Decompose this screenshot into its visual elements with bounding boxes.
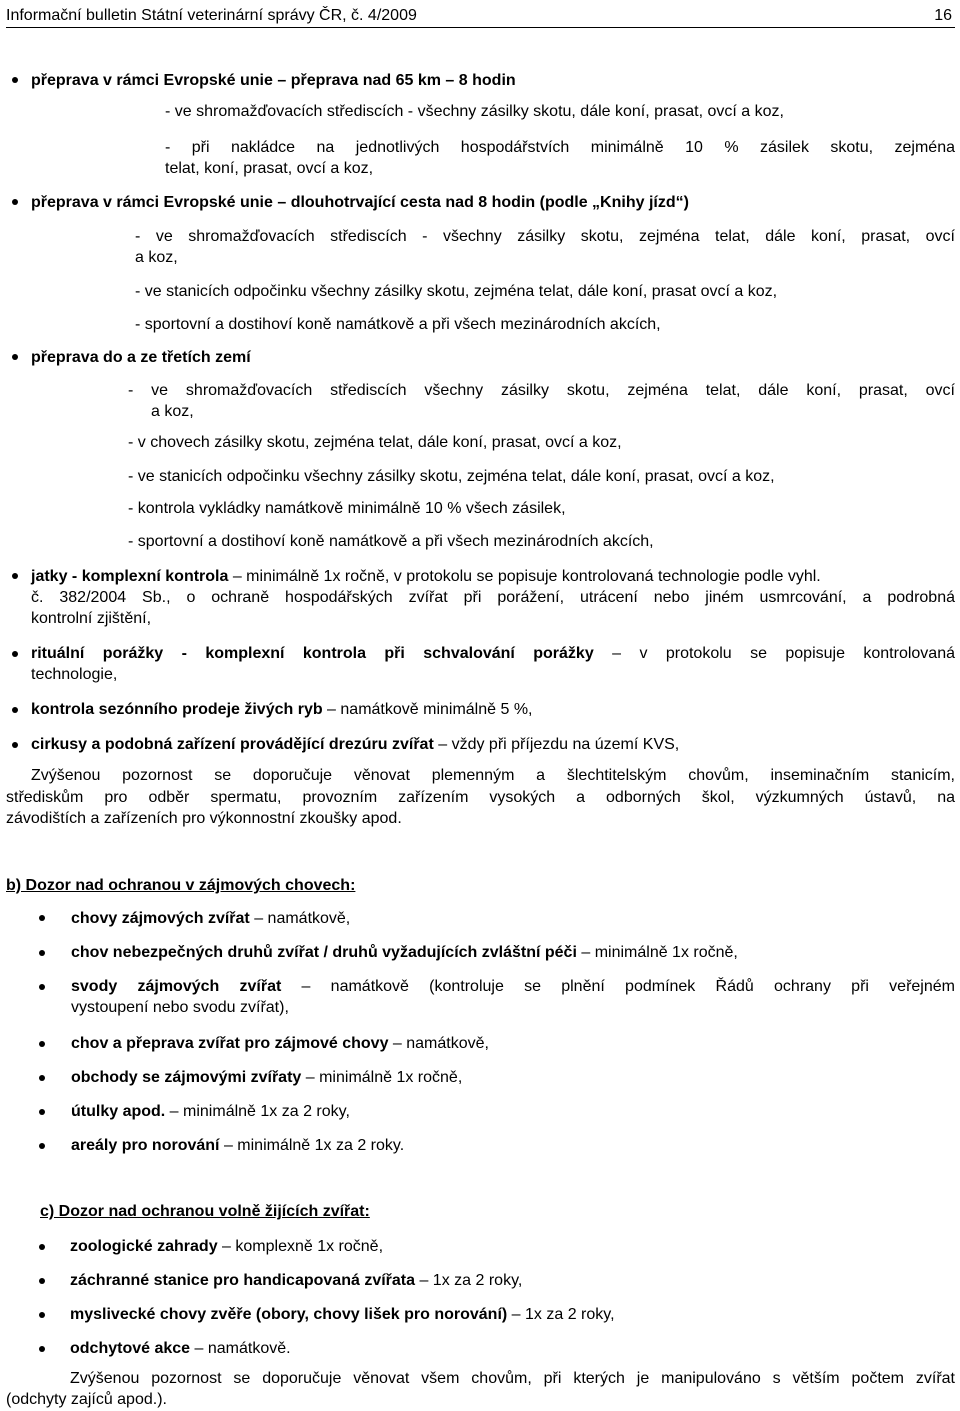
pet-item	[71, 1101, 350, 1122]
pet-text: – minimálně 1x za 2 roky,	[165, 1103, 350, 1120]
wildlife-label: záchranné stanice pro handicapovaná zvířata	[70, 1272, 416, 1289]
slaughterhouse-label: jatky - komplexní kontrola	[31, 568, 229, 585]
transport-long-line: - ve shromažďovacích střediscích - všechny zásilky skotu, zejména telat, dále koní, prasat, ovcí	[135, 228, 955, 245]
pet-item	[71, 976, 955, 997]
transport-eu-line: - při nakládce na jednotlivých hospodářstvích minimálně 10 % zásilek skotu, zejména	[165, 139, 955, 156]
transport-long-title: přeprava v rámci Evropské unie – dlouhotrvající cesta nad 8 hodin (podle „Knihy jízd“)	[31, 194, 689, 211]
transport-third-line: a koz,	[151, 403, 194, 420]
pet-label: chovy zájmových zvířat	[71, 910, 250, 927]
circus-text: – vždy při příjezdu na území KVS,	[433, 736, 680, 753]
transport-long-line: - sportovní a dostihoví koně namátkově a při všech mezinárodních akcích,	[135, 316, 661, 333]
pet-item	[71, 1033, 489, 1054]
pet-label: chov a přeprava zvířat pro zájmové chovy	[71, 1035, 389, 1052]
transport-eu-title: přeprava v rámci Evropské unie – přeprava nad 65 km – 8 hodin	[31, 72, 516, 89]
transport-third-line: - v chovech zásilky skotu, zejména telat, dále koní, prasat, ovcí a koz,	[128, 434, 622, 451]
bulletin-title: Informační bulletin Státní veterinární správy ČR, č. 4/2009	[6, 7, 417, 24]
wildlife-label: odchytové akce	[70, 1340, 191, 1357]
transport-eu-line: telat, koní, prasat, ovcí a koz,	[165, 160, 374, 177]
transport-third-line: - kontrola vykládky namátkově minimálně 10 % všech zásilek,	[128, 500, 566, 517]
pet-text: – namátkově,	[249, 910, 351, 927]
wildlife-paragraph-line: (odchyty zajíců apod.).	[6, 1391, 167, 1408]
bullet-icon	[39, 1041, 45, 1047]
wildlife-paragraph-line: Zvýšenou pozornost se doporučuje věnovat všem chovům, při kterých je manipulováno s větším počtem zvířat	[70, 1370, 955, 1387]
wildlife-text: – komplexně 1x ročně,	[217, 1238, 384, 1255]
bullet-icon	[39, 915, 45, 921]
ritual-slaughter-label: rituální porážky - komplexní kontrola při schvalování porážky	[31, 645, 594, 662]
slaughterhouse-line: kontrolní zjištění,	[31, 610, 152, 627]
pet-label: útulky apod.	[71, 1103, 166, 1120]
pet-text: – namátkově (kontroluje se plnění podmínek Řádů ochrany při veřejném	[281, 978, 955, 995]
pet-item	[71, 1135, 404, 1156]
wildlife-text: – namátkově.	[190, 1340, 291, 1357]
wildlife-item	[70, 1236, 383, 1257]
bullet-icon	[12, 707, 18, 713]
circus-label: cirkusy a podobná zařízení provádějící drezúru zvířat	[31, 736, 434, 753]
bullet-icon	[39, 1244, 45, 1250]
transport-third-title: přeprava do a ze třetích zemí	[31, 349, 251, 366]
pet-label: svody zájmových zvířat	[71, 978, 282, 995]
page-number: 16	[934, 7, 952, 24]
attention-paragraph-line: Zvýšenou pozornost se doporučuje věnovat plemenným a šlechtitelským chovům, inseminačním stanicím,	[31, 767, 955, 784]
bullet-icon	[12, 573, 18, 579]
fish-sale-label: kontrola sezónního prodeje živých ryb	[31, 701, 323, 718]
pet-text: – minimálně 1x ročně,	[576, 944, 738, 961]
wildlife-text: – 1x za 2 roky,	[507, 1306, 615, 1323]
ritual-slaughter-text: – v protokolu se popisuje kontrolovaná	[593, 645, 955, 662]
section-c-heading: c) Dozor nad ochranou volně žijících zvířat:	[40, 1203, 370, 1220]
pet-item	[71, 942, 738, 963]
bullet-icon	[39, 1075, 45, 1081]
slaughterhouse-line: č. 382/2004 Sb., o ochraně hospodářských zvířat při porážení, utrácení nebo jiném usmrcování, a podrobná	[31, 589, 955, 606]
attention-paragraph-line: střediskům pro odběr spermatu, provozním zařízením vysokých a odborných škol, výzkumných ústavů, na	[6, 789, 955, 806]
transport-long-line: - ve stanicích odpočinku všechny zásilky skotu, zejména telat, dále koní, prasat ovcí a koz,	[135, 283, 778, 300]
wildlife-label: zoologické zahrady	[70, 1238, 218, 1255]
bullet-icon	[39, 1312, 45, 1318]
wildlife-item	[70, 1304, 615, 1325]
pet-item-line: vystoupení nebo svodu zvířat),	[71, 999, 289, 1016]
bullet-icon	[12, 742, 18, 748]
wildlife-item	[70, 1338, 291, 1359]
pet-label: areály pro norování	[71, 1137, 220, 1154]
bullet-icon	[39, 950, 45, 956]
bullet-icon	[39, 1278, 45, 1284]
attention-paragraph-line: závodištích a zařízeních pro výkonnostní zkoušky apod.	[6, 810, 402, 827]
wildlife-text: – 1x za 2 roky,	[415, 1272, 523, 1289]
bullet-icon	[39, 1346, 45, 1352]
circus-item	[31, 734, 679, 755]
transport-third-line: - sportovní a dostihoví koně namátkově a při všech mezinárodních akcích,	[128, 533, 654, 550]
pet-label: obchody se zájmovými zvířaty	[71, 1069, 302, 1086]
wildlife-label: myslivecké chovy zvěře (obory, chovy lišek pro norování)	[70, 1306, 508, 1323]
bullet-icon	[12, 651, 18, 657]
section-b-heading: b) Dozor nad ochranou v zájmových chovech:	[6, 877, 356, 894]
bullet-icon	[12, 354, 18, 360]
pet-label: chov nebezpečných druhů zvířat / druhů vyžadujících zvláštní péči	[71, 944, 577, 961]
pet-text: – minimálně 1x ročně,	[301, 1069, 463, 1086]
pet-item	[71, 908, 350, 929]
bullet-icon	[39, 1143, 45, 1149]
page-header	[6, 3, 955, 28]
transport-long-line: a koz,	[135, 249, 178, 266]
ritual-slaughter-line: technologie,	[31, 666, 118, 683]
pet-text: – namátkově,	[388, 1035, 489, 1052]
bullet-icon	[39, 1109, 45, 1115]
transport-eu-line: - ve shromažďovacích střediscích - všechny zásilky skotu, dále koní, prasat, ovcí a koz,	[165, 103, 784, 120]
wildlife-item	[70, 1270, 522, 1291]
slaughterhouse-item	[31, 566, 821, 587]
transport-third-line: - ve stanicích odpočinku všechny zásilky skotu, zejména telat, dále koní, prasat, ovcí a koz,	[128, 468, 775, 485]
bullet-icon	[12, 77, 18, 83]
pet-item	[71, 1067, 462, 1088]
transport-third-line: - ve shromažďovacích střediscích všechny zásilky skotu, zejména telat, dále koní, prasat, ovcí	[128, 382, 955, 399]
fish-sale-item	[31, 699, 532, 720]
pet-text: – minimálně 1x za 2 roky.	[219, 1137, 405, 1154]
bullet-icon	[12, 199, 18, 205]
slaughterhouse-text: – minimálně 1x ročně, v protokolu se popisuje kontrolovaná technologie podle vyhl.	[228, 568, 821, 585]
bullet-icon	[39, 984, 45, 990]
fish-sale-text: – namátkově minimálně 5 %,	[322, 701, 533, 718]
ritual-slaughter-item	[31, 643, 955, 664]
